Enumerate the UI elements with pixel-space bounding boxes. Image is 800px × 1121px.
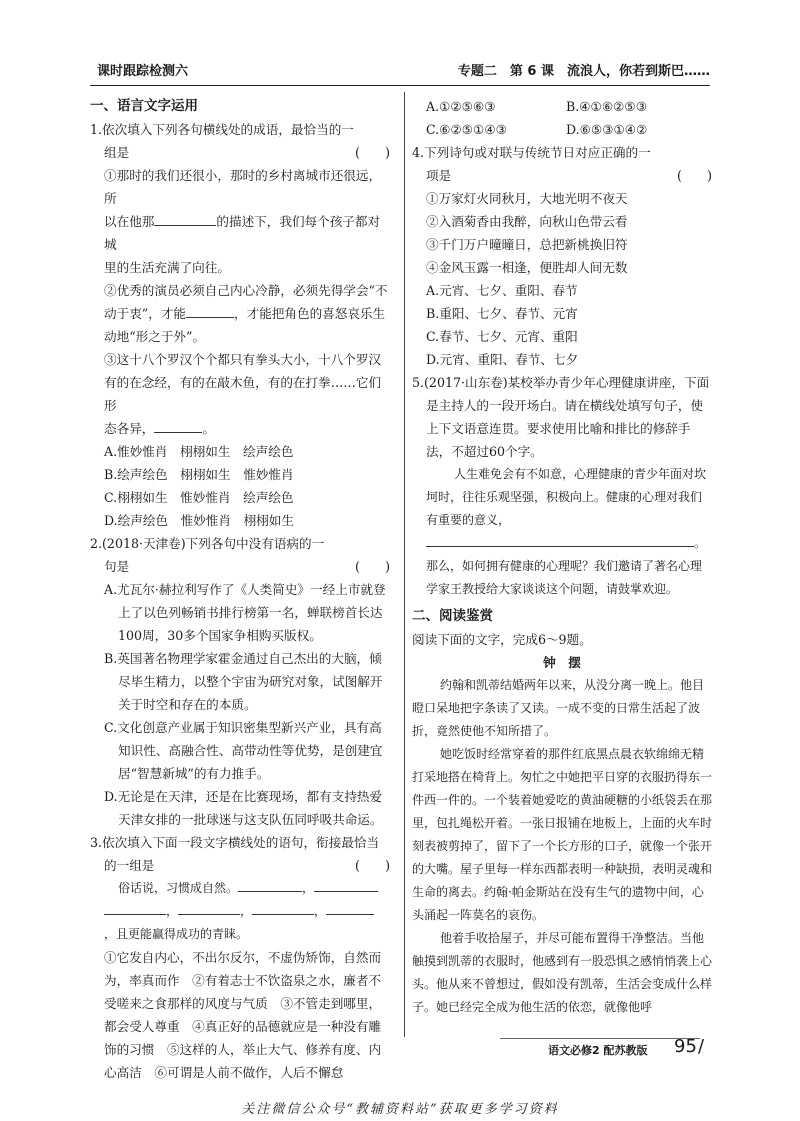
section-2-title: 二、阅读鉴赏 — [412, 608, 493, 624]
q1-option-a[interactable]: A.惟妙惟肖 栩栩如生 绘声绘色 — [104, 444, 294, 459]
q3-blank-1[interactable] — [238, 877, 302, 892]
q3-options-row-2 — [412, 118, 712, 141]
q5-answer-blank[interactable] — [426, 532, 694, 547]
q5-stem: 5.(2017·山东卷)某校举办青少年心理健康讲座，下面是主持人的一段开场白。请在横线处填写句子，使上下文语意连贯。要求使用比喻和排比的修辞手法，不超过60个字。 — [412, 375, 710, 459]
story-title: 钟 摆 — [543, 655, 581, 670]
q3-option-a[interactable]: A.①②⑤⑥③ — [426, 99, 496, 114]
section-2-intro: 阅读下面的文字，完成6～9题。 — [412, 632, 592, 647]
q2-stem-b-line — [90, 555, 390, 578]
q1-stem-a: 1.依次填入下列各句横线处的成语，最恰当的一 — [90, 122, 354, 137]
q5-text-c: 那么，如何拥有健康的心理呢？我们邀请了著名心理学家王教授给大家谈谈这个问题，请鼓掌欢迎。 — [426, 559, 703, 596]
q1-option-b[interactable]: B.绘声绘色 栩栩如生 惟妙惟肖 — [104, 467, 294, 482]
q4-stem-b-line — [412, 164, 712, 187]
q3-items: ①它发自内心，不出尔反尔，不虚伪矫饰，自然而为，率真而作 ②有着志士不饮盗泉之水，廉者不受嗟来之食那样的风度与气质 ③不管走到哪里，都会受人尊重 ④真正好的品德就应是一种没有雕饰的习惯 ⑤这样的人，举止大气、修养有度、内心高洁 ⑥可谓是人前不做作，人后不懈怠 — [104, 950, 382, 1080]
q1-s1-b: 以在他那 — [104, 214, 155, 229]
q2-stem-a: 2.(2018·天津卷)下列各句中没有语病的一 — [90, 536, 325, 551]
bottom-watermark-note: 关注微信公众号“教辅资料站”获取更多学习资料 — [241, 1102, 559, 1117]
q3-blank-4[interactable] — [178, 900, 240, 915]
q3-blank-2[interactable] — [314, 877, 378, 892]
q4-option-c[interactable]: C.春节、七夕、元宵、重阳 — [426, 329, 578, 344]
q3-text-a: 俗话说，习惯成自然。 — [118, 881, 239, 895]
story-paragraph-1: 约翰和凯蒂结婚两年以来，从没分离一晚上。他目瞪口呆地把字条读了又读。一成不变的日常生活起了波折，竟然使他不知所措了。 — [412, 678, 705, 738]
q3-blank-6[interactable] — [326, 900, 374, 915]
q1-s3-a: ③这十八个罗汉个个都只有拳头大小，十八个罗汉 — [104, 352, 382, 367]
page-number-slash: / — [698, 1036, 705, 1057]
q1-answer-paren[interactable]: ( ) — [354, 145, 390, 160]
q1-s2-d: 动地“形之于外”。 — [104, 329, 206, 344]
q1-stem-b: 组是 — [104, 145, 130, 160]
q3-option-c[interactable]: C.⑥②⑤①④③ — [426, 122, 507, 137]
q3-option-b[interactable]: B.④①⑥②⑤③ — [566, 99, 647, 114]
footer-book-label: 语文必修2 配苏教版 — [548, 1044, 648, 1057]
question-2 — [90, 532, 390, 831]
q2-option-a[interactable]: A.尤瓦尔·赫拉利写作了《人类简史》一经上市就登上了以色列畅销书排行榜第一名，蝉联榜首长达100周，30多个国家争相购买版权。 — [104, 582, 386, 643]
q1-s2-a: ②优秀的演员必须自己内心冷静，必须先得学会“不 — [104, 283, 388, 298]
q1-option-d[interactable]: D.绘声绘色 惟妙惟肖 栩栩如生 — [104, 513, 294, 528]
column-divider — [404, 92, 405, 1037]
q1-s2-b: 动于衷”，才能 — [104, 306, 187, 321]
q1-stem-b-line — [90, 141, 390, 164]
q1-blank-1[interactable] — [154, 211, 216, 226]
q3-stem-a: 3.依次填入下面一段文字横线处的语句，衔接最恰当 — [90, 835, 380, 850]
q2-stem-b: 句是 — [104, 559, 130, 574]
question-5 — [412, 371, 712, 601]
q1-s2-c: ，才能把角色的喜怒哀乐生 — [234, 306, 386, 321]
q4-answer-paren[interactable]: ( ) — [676, 168, 712, 183]
q3-blank-3[interactable] — [104, 900, 166, 915]
left-column — [90, 95, 390, 1084]
q5-text-a: 人生难免会有不如意，心理健康的青少年面对坎坷时，往往乐观坚强，积极向上。健康的心理对我们有重要的意义， — [426, 467, 707, 527]
q1-s3-line — [90, 417, 390, 440]
header-rule — [90, 85, 710, 86]
q4-stem-b: 项是 — [426, 168, 452, 183]
q4-option-b[interactable]: B.重阳、七夕、春节、元宵 — [426, 306, 578, 321]
q2-option-b[interactable]: B.英国著名物理学家霍金通过自己杰出的大脑，倾尽毕生精力，以整个宇宙为研究对象，试图解开关于时空和存在的本质。 — [104, 651, 383, 712]
question-4 — [412, 141, 712, 371]
q1-s1-d: 里的生活充满了向往。 — [104, 260, 230, 275]
q1-s3-b: 有的在念经，有的在敲木鱼，有的在打拳……它们形 — [104, 375, 382, 413]
page-number: 95 — [674, 1036, 697, 1057]
q1-s1-a: ①那时的我们还很小，那时的乡村离城市还很远，所 — [104, 168, 382, 206]
footer-rule — [500, 1038, 700, 1039]
header-left-title: 课时跟踪检测六 — [97, 64, 189, 79]
q1-blank-2[interactable] — [186, 303, 234, 318]
q2-option-c[interactable]: C.文化创意产业属于知识密集型新兴产业，具有高知识性、高融合性、高带动性等优势，是创建宜居“智慧新城”的有力推手。 — [104, 720, 383, 781]
q3-text-line-2: ， ， ， — [90, 900, 390, 923]
q4-option-d[interactable]: D.元宵、重阳、春节、七夕 — [426, 352, 579, 367]
question-3-options — [412, 95, 712, 141]
q5-answer-line — [412, 532, 712, 555]
q3-blank-5[interactable] — [252, 900, 314, 915]
q4-stem-a: 4.下列诗句或对联与传统节日对应正确的一 — [412, 145, 651, 160]
q4-option-a[interactable]: A.元宵、七夕、重阳、春节 — [426, 283, 578, 298]
right-column — [412, 95, 712, 1019]
q2-answer-paren[interactable]: ( ) — [354, 559, 390, 574]
question-1 — [90, 118, 390, 532]
q3-options-row-1 — [412, 95, 712, 118]
q3-stem-b: 的一组是 — [104, 858, 155, 873]
q3-text-end: ，且更能赢得成功的青睐。 — [104, 927, 249, 941]
q1-s2-line — [90, 302, 390, 325]
q3-option-d[interactable]: D.⑥⑤③①④② — [566, 122, 648, 137]
q3-answer-paren[interactable]: ( ) — [354, 858, 390, 873]
q5-text-b: 。 — [694, 536, 707, 550]
q4-item-4: ④金风玉露一相逢，便胜却人间无数 — [426, 260, 628, 275]
q1-s1-line — [90, 210, 390, 256]
q2-option-d[interactable]: D.无论是在天津，还是在比赛现场，都有支持热爱天津女排的一批球迷与这支队伍同呼吸共命运。 — [104, 789, 383, 827]
q1-s1-c: 的描述下，我们每个孩子都对城 — [104, 214, 381, 252]
section-1-title: 一、语言文字运用 — [90, 98, 198, 114]
q1-s3-d: 。 — [202, 421, 215, 436]
q4-item-3: ③千门万户曈曈日，总把新桃换旧符 — [426, 237, 628, 252]
q1-s3-c: 态各异， — [104, 421, 155, 436]
q3-text-line-1: 俗话说，习惯成自然。 ， — [90, 877, 390, 900]
q4-item-2: ②入酒菊香由我醉，向秋山色带云看 — [426, 214, 628, 229]
q1-blank-3[interactable] — [154, 418, 202, 433]
header-right-title: 专题二 第 6 课 流浪人，你若到斯巴…… — [457, 64, 710, 79]
q1-option-c[interactable]: C.栩栩如生 惟妙惟肖 绘声绘色 — [104, 490, 294, 505]
q3-stem-b-line — [90, 854, 390, 877]
question-3 — [90, 831, 390, 1084]
story-paragraph-2: 她吃饭时经常穿着的那件红底黑点晨衣软绵绵无精打采地搭在椅背上。匆忙之中她把平日穿的衣服扔得东一件西一件的。一个装着她爱吃的黄油硬糖的小纸袋丢在那里，包扎绳松开着。一张日报铺在地板上，上面的火车时刻表被剪掉了，留下了一个长方形的口子，就像一个张开的大嘴。屋子里每一样东西都表明一种缺损，表明灵魂和生命的离去。约翰·帕金斯站在没有生气的遗物中间，心头涌起一阵莫名的哀伤。 — [412, 747, 713, 922]
story-paragraph-3: 他着手收拾屋子，并尽可能布置得干净整洁。当他触摸到凯蒂的衣服时，他感到有一股恐惧之感悄悄袭上心头。他从来不曾想过，假如没有凯蒂，生活会变成什么样子。她已经完全成为他生活的依恋，就像他呼 — [412, 931, 713, 1014]
q4-item-1: ①万家灯火同秋月，大地光明不夜天 — [426, 191, 628, 206]
